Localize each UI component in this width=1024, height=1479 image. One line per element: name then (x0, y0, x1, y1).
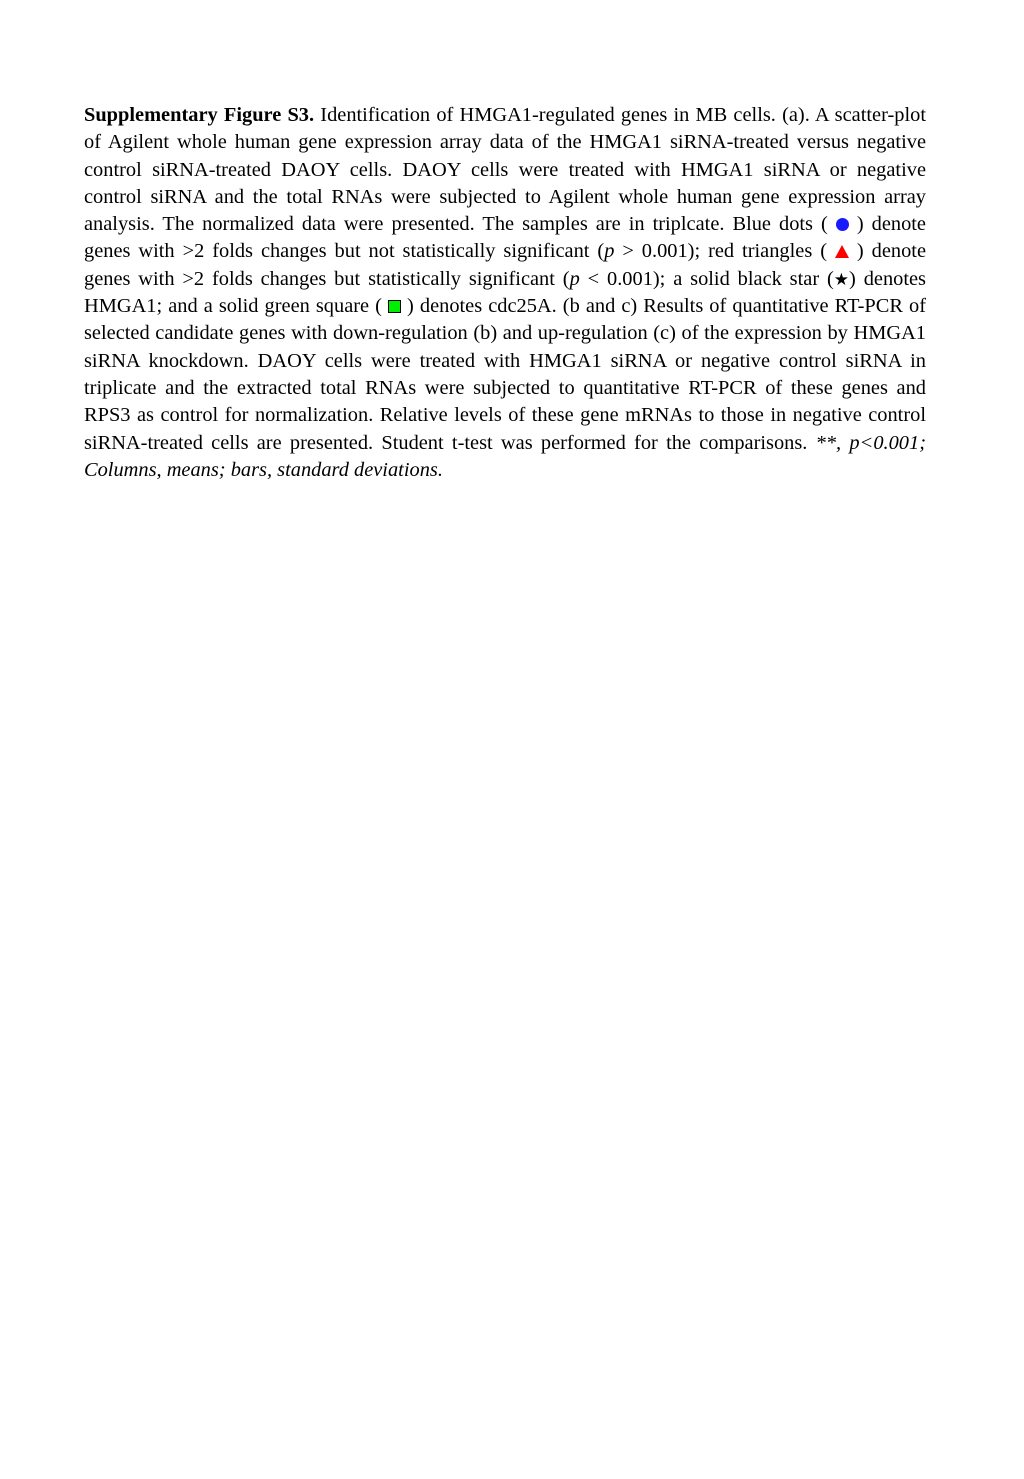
caption-italic-tail: **, p<0.001; Columns, means; bars, standard deviations. (84, 431, 926, 481)
caption-text-7: ) denotes cdc25A. (b and c) Results of quantitative RT-PCR of selected candidate genes with down-regulation (b) and up-regulation (c) of the expression by HMGA1 siRNA knockdown. DAOY cells were treated with HMGA1 siRNA or negative control siRNA in triplicate and the extracted total RNAs were subjected to quantitative RT-PCR of these genes and RPS3 as control for normalization. Relative levels of these gene mRNAs to those in negative control siRNA-treated cells are presented. Student t-test was performed for the comparisons. (84, 295, 926, 454)
p-symbol: p (569, 267, 580, 290)
caption-text-6: ) denotes HMGA1; and a solid green square ( (84, 267, 926, 318)
green-square-icon (388, 300, 401, 313)
caption-label: Supplementary Figure S3. (84, 104, 315, 126)
caption-text-3: > 0.001); red triangles ( (614, 240, 835, 263)
caption-text-4: ) denote genes with >2 folds changes but statistically significant ( (84, 240, 927, 290)
blue-dot-icon (836, 218, 849, 231)
p-symbol: p (604, 240, 615, 263)
caption-text-2: ) denote genes with >2 folds changes but not statistically significant ( (84, 213, 926, 263)
caption-text-5: < 0.001); a solid black star ( (579, 267, 834, 290)
figure-caption (84, 102, 926, 484)
red-triangle-icon (835, 245, 849, 258)
black-star-icon: ★ (833, 269, 850, 290)
caption-text-1: Identification of HMGA1-regulated genes in MB cells. (a). A scatter-plot of Agilent whole human gene expression array data of the HMGA1 siRNA-treated versus negative control siRNA-treated DAOY cells. DAOY cells were treated with HMGA1 siRNA or negative control siRNA and the total RNAs were subjected to Agilent whole human gene expression array analysis. The normalized data were presented. The samples are in triplcate. Blue dots ( (84, 104, 926, 236)
